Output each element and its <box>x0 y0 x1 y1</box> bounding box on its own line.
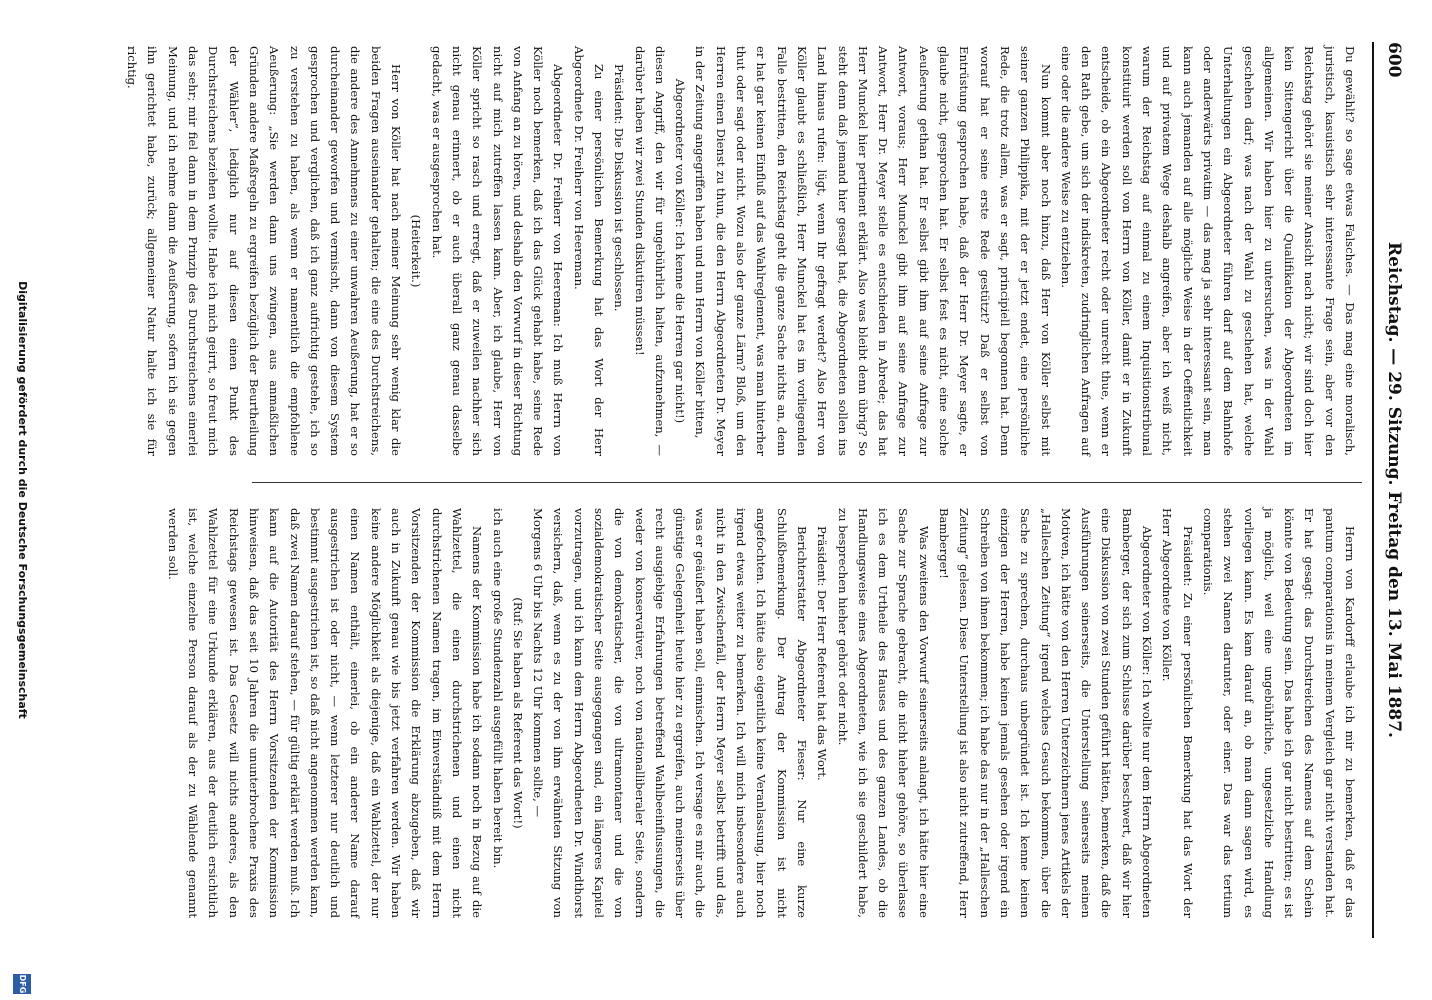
interjection: (Heiterkeit.) <box>409 214 424 288</box>
paragraph: Nun kommt aber noch hinzu, daß Herr von Köller selbst mit seiner ganzen Philippika, mit der er jetzt endet, eine persönliche Rede, die trotz allem, was er sagt, principiell begonnen hat. Denn worauf hat er seine erste Rede gestützt? Daß er selbst von Entrüstung gesprochen habe, daß der Herr Dr. Meyer sagte, er glaube nicht, gesprochen hat. Er selbst fest es nicht, eine solche Aeußerung gethan hat. Er selbst gibt ihm auf seine Anfrage zur Antwort, voraus; Herr Munckel gibt ihm auf seine Anfrage zur Antwort, Herr Dr. Meyer stelle es entschieden in Abrede; das hat Herr Munckel hier pertinent erklärt. Also was bleibt denn übrig? So steht denn daß jemand hier gesagt hat, die Abgeordneten sollen ins Land hinaus rufen: lügt, wenn Ihr gefragt werdet? Also Herr von Köller glaubt es schließlich, Herr Munckel hat es im vorliegenden Falle bestritten, den Reichstag geht die ganze Sache nichts an, denn er hat gar keinen Einfluß auf das Wahlreglement, was man hinterher thut oder sagt oder nicht. Wozu also der ganze Lärm? Bloß, um den Herren einen Dienst zu thun, die den Herrn Abgeordneten Dr. Meyer in der Zeitung angegriffen haben und nun Herrn von Köller bitten, <box>693 46 1053 456</box>
speaker-paragraph: Abgeordneter Dr. Freiherr von Heereman: Ich muß Herrn von Köller noch bemerken, daß ich das Glück gehabt habe, seine Rede von Anfang an zu hören, und deshalb den Vorwurf in dieser Richtung nicht auf mich zutreffen lassen kann. Aber, ich glaube, Herr von Köller spricht so rasch und erregt, daß er zuweilen nachher sich nicht genau erinnert, ob er auch überall ganz genau dasselbe gedacht, was er ausgesprochen hat. <box>429 46 566 456</box>
speaker-paragraph: Abgeordneter von Köller: Ich wollte nur dem Herrn Abgeordneten Bamberger, der sich zum Schlusse darüber beschwert, daß wir hier eine Diskussion von zwei Stunden geführt hätten, bemerken, daß die Ausführungen seinerseits, die Unterstellung seinerseits meinen Motiven, ich hätte von den Herren Unterzeichnern jenes Artikels der „Halleschen Zeitung“ irgend welches Gesuch bekommen, über die Sache zu sprechen, durchaus unbegründet ist. Ich kenne keinen einzigen der Herren, habe keinen jemals gesehen oder irgend ein Schreiben von ihnen bekommen; ich habe das nur in der „Halleschen Zeitung“ gelesen. Diese Unterstellung ist also nicht zutreffend, Herr Bamberger! <box>937 508 1155 918</box>
left-column <box>125 46 1360 456</box>
paragraph: ich auch eine große Stundenzahl ausgefüllt haben bereit bin. <box>490 508 505 869</box>
paragraph: Herr von Köller hat nach meiner Meinung sehr wenig klar die beiden Fragen auseinander gehalten; die eine des Durchstreichens, die andere des Annehmens zu einer unwahren Aeußerung, hat er so durcheinander geworfen und vermischt, dann von diesem System gesprochen und verglichen, daß ich ganz aufrichtig gestehe, ich so zu verstehen zu haben, als wenn er namentlich die empfohlene Aeußerung: „Sie werden dann uns zwingen, aus anmaßlichen Gründen andere Maßregeln zu ergreifen bezüglich der Beurtheilung der Wähler“, lediglich nur auf diesen einen Punkt des Durchstreichens beziehen wollte. Habe ich mich geirrt, so freut mich das sehr; mir fiel dann in dem Prinzip des Durchstreichens einerlei Meinung, und ich nehme dann die Aeußerung, sofern ich sie gegen ihn gerichtet habe, zurück; allgemeiner Natur halte ich sie für richtig. <box>125 46 404 456</box>
paragraph: Was zweitens den Vorwurf seinerseits anlangt, ich hätte hier eine Sache zur Sprache gebracht, die nicht hieher gehöre, so überlasse ich es dem Urtheile des Hauses und des ganzen Landes, ob die Handlungsweise eines Abgeordneten, wie ich sie geschildert habe, zu besprechen hieher gehört oder nicht. <box>835 508 931 918</box>
right-column <box>165 508 1360 918</box>
speaker-paragraph: Präsident: Der Herr Referent hat das Wort. <box>815 526 830 781</box>
interjection: Abgeordneter von Köller: Ich kenne die Herren gar nicht!) <box>673 78 688 424</box>
credit-text: Digitalisierung gefördert durch die Deutsche Forschungsgemeinschaft <box>16 281 29 719</box>
page-title: Reichstag. — 29. Sitzung. Freitag den 13. Mai 1887. <box>1384 242 1404 738</box>
speaker-paragraph: Präsident: Zu einer persönlichen Bemerkung hat das Wort der Herr Abgeordnete von Köller. <box>1160 508 1195 918</box>
paragraph: diesen Angriff, den wir für ungebührlich halten, aufzunehmen, — darüber haben wir zwei Stunden diskutiren müssen! <box>632 46 667 456</box>
paragraph: Herrn von Kardorff erlaube ich mir zu bemerken, daß er das pantum comparationis in meinem Vergleich gar nicht verstanden hat. Er hat gesagt: das Durchstreichen des Namens auf dem Schein könnte von Bedeutung sein. Das habe ich gar nicht bestritten; es ist ja möglich, weil eine ungebührliche, ungesetzliche Handlung vorliegen kann. Es kam darauf an, ob man dann sagen wird, es stehen zwei Namen darunter, oder einer. Das war das tertium comparationis. <box>1200 508 1357 918</box>
speaker-paragraph: Präsident: Die Diskussion ist geschlossen. <box>612 64 627 312</box>
page-header <box>1372 42 1414 938</box>
paragraph: Zu einer persönlichen Bemerkung hat das Wort der Herr Abgeordnete Dr. Freiherr von Heereman. <box>571 46 607 456</box>
page-number: 600 <box>1384 42 1404 78</box>
paragraph: Du gewählt? so sage etwas Falsches. — Das mag eine moralisch, juristisch, kasuistisch sehr interessante Frage sein, aber vor den Reichstag gehört sie meiner Ansicht nach nicht; wir sind doch hier kein Sittengericht über die Qualifikation der Abgeordneten im allgemeinen. Wir haben hier zu untersuchen, was in der Wahl geschehen darf; was nach der Wahl zu geschehen hat, welche Unterhaltungen ein Abgeordneter führen darf auf dem Bahnhofe oder anderwärts privatim — das mag ja sehr interessant sein, man kann auch jemanden auf alle mögliche Weise in der Oeffentlichkeit und auf privatem Wege deshalb angreifen, aber ich weiß nicht, warum der Reichstag auf einmal zu einem Inquisitionstribunal konstituirt werden soll von Herrn von Köller, damit er in Zukunft entscheide, ob ein Abgeordneter recht oder unrecht thue, wenn er den Rath gebe, um sich der indiskreten, zudringlichen Anfragen auf eine oder die andere Weise zu entziehen. <box>1058 46 1357 456</box>
paragraph: Namens der Kommission habe ich sodann noch in Bezug auf die Wahlzettel, die einen durchstrichenen und einen nicht durchstrichenen Namen tragen, im Einverständniß mit dem Herrn Vorsitzenden der Kommission die Erklärung abzugeben, daß wir auch in Zukunft genau wie bis jetzt verfahren werden. Wir haben keine andere Möglichkeit als diejenige, daß ein Wahlzettel, der nur einen Namen enthält, einerlei, ob ein anderer Name darauf ausgestrichen ist oder nicht, — wenn letzterer nur deutlich und bestimmt ausgestrichen ist, so daß nicht angenommen werden kann, daß zwei Namen darauf stehen, — für gültig erklärt werden muß. Ich kann auf die Autorität des Herrn Vorsitzenden der Kommission hinweisen, daß das seit 10 Jahren die ununterbrochene Praxis des Reichstags gewesen ist. Das Gesetz will nichts anderes, als den Wahlzettel für eine Urkunde erklären, aus der deutlich ersichtlich ist, welche einzelne Person darauf als der zu Wählende genannt werden soll. <box>165 508 485 918</box>
interjection: (Ruf: Sie haben als Referent das Wort!) <box>510 597 525 829</box>
column-divider <box>252 482 1362 483</box>
speaker-paragraph: Berichterstatter Abgeordneter Fieser: Nur eine kurze Schlußbemerkung. Der Antrag der Kommission ist nicht angefochten. Ich hätte also eigentlich keine Veranlassung, hier noch irgend etwas weiter zu bemerken. Ich will mich insbesondere auch nicht in den Zwischenfall, der Herrn Meyer selbst betrifft und das, was er geäußert haben soll, einmischen. Ich versage es mir auch, die günstige Gelegenheit heute hier zu ergreifen, auch meinerseits über recht ausgiebige Erfahrungen betreffend Wahlbeeinflussungen, die weder von konservativer, noch von nationalliberaler Seite, sondern die von demokratischer, die von ultramontaner und die von sozialdemokratischer Seite ausgegangen sind, ein längeres Kapitel vorzutragen, und ich kann dem Herrn Abgeordneten Dr. Windthorst versichern, daß, wenn es zu der von ihm erwähnten Sitzung von Morgens 6 Uhr bis Nachts 12 Uhr kommen sollte, — <box>531 508 809 918</box>
dfg-logo: DFG <box>13 974 31 994</box>
digitization-credit <box>5 0 37 1000</box>
